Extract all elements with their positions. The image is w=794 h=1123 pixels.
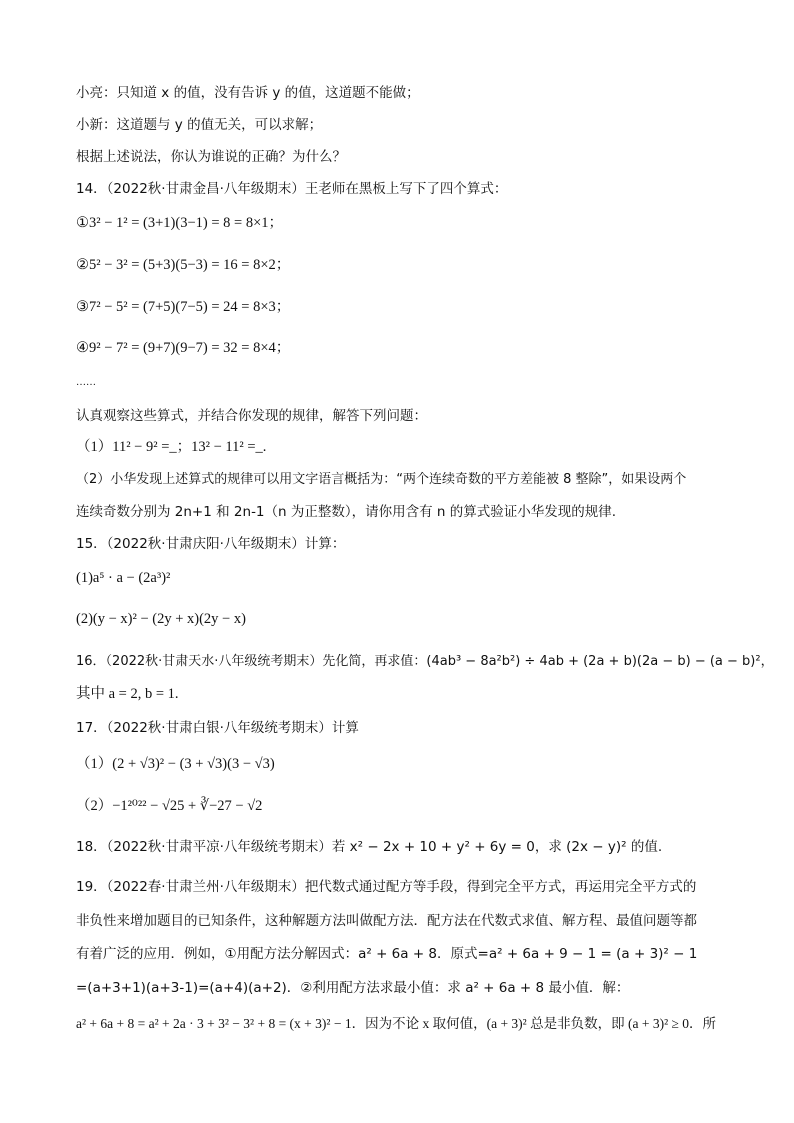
equation-1: ①3² − 1² = (3+1)(3−1) = 8 = 8×1； (76, 215, 284, 231)
ellipsis: …… (76, 377, 96, 388)
equation-4: ④9² − 7² = (9+7)(9−7) = 32 = 8×4； (76, 340, 291, 356)
question-19-line-2: 非负性来增加题目的已知条件，这种解题方法叫做配方法．配方法在代数式求值、解方程、最值问题等都 (76, 913, 697, 929)
question-19-line-1: 19．（2022春·甘肃兰州·八年级期末）把代数式通过配方等手段，得到完全平方式，再运用完全平方式的 (76, 879, 697, 895)
equation-2: ②5² − 3² = (5+3)(5−3) = 16 = 8×2； (76, 257, 291, 273)
question-19-line-5: a² + 6a + 8 = a² + 2a · 3 + 3² − 3² + 8 = (x + 3)² − 1．因为不论 x 取何值，(a + 3)² 总是非负数，即 (a + 3)² ≥ 0．所 (76, 1016, 717, 1031)
question-19-line-4: =(a+3+1)(a+3-1)=(a+4)(a+2)．②利用配方法求最小值：求 a² + 6a + 8 最小值．解： (76, 980, 630, 996)
question-16-values: 其中 a = 2, b = 1. (76, 686, 179, 702)
text-line: 小新：这道题与 y 的值无关，可以求解； (76, 117, 323, 133)
question-14-title: 14．（2022秋·甘肃金昌·八年级期末）王老师在黑板上写下了四个算式： (76, 181, 508, 197)
question-15-title: 15．（2022秋·甘肃庆阳·八年级期末）计算： (76, 536, 346, 552)
question-14-part-2: （2）小华发现上述算式的规律可以用文字语言概括为：“两个连续奇数的平方差能被 8 整除”，如果设两个 (76, 472, 687, 487)
question-17-title: 17．（2022秋·甘肃白银·八年级统考期末）计算 (76, 720, 359, 736)
question-17-part-1: （1）(2 + √3)² − (3 + √3)(3 − √3) (76, 756, 275, 772)
question-19-line-3: 有着广泛的应用．例如，①用配方法分解因式：a² + 6a + 8．原式=a² + 6a + 9 − 1 = (a + 3)² − 1 (76, 946, 698, 962)
question-17-part-2: （2）−1²⁰²² − √25 + ∛−27 − √2 (76, 798, 263, 814)
question-16-title: 16．（2022秋·甘肃天水·八年级统考期末）先化简，再求值：(4ab³ − 8a²b²) ÷ 4ab + (2a + b)(2a − b) − (a − b)²， (76, 654, 774, 669)
question-14-part-1: （1）11² − 9² =_；13² − 11² =_. (76, 439, 267, 455)
instruction-line: 认真观察这些算式，并结合你发现的规律，解答下列问题： (76, 408, 427, 424)
text-line: 小亮：只知道 x 的值，没有告诉 y 的值，这道题不能做； (76, 85, 420, 101)
question-15-part-1: (1)a⁵ · a − (2a³)² (76, 570, 171, 586)
question-15-part-2: (2)(y − x)² − (2y + x)(2y − x) (76, 611, 246, 627)
question-14-part-2-cont: 连续奇数分别为 2n+1 和 2n-1（n 为正整数），请你用含有 n 的算式验证小华发现的规律. (76, 504, 617, 520)
equation-3: ③7² − 5² = (7+5)(7−5) = 24 = 8×3； (76, 299, 291, 315)
text-line: 根据上述说法，你认为谁说的正确？为什么？ (76, 149, 346, 165)
question-18: 18．（2022秋·甘肃平凉·八年级统考期末）若 x² − 2x + 10 + y² + 6y = 0，求 (2x − y)² 的值. (76, 839, 663, 855)
